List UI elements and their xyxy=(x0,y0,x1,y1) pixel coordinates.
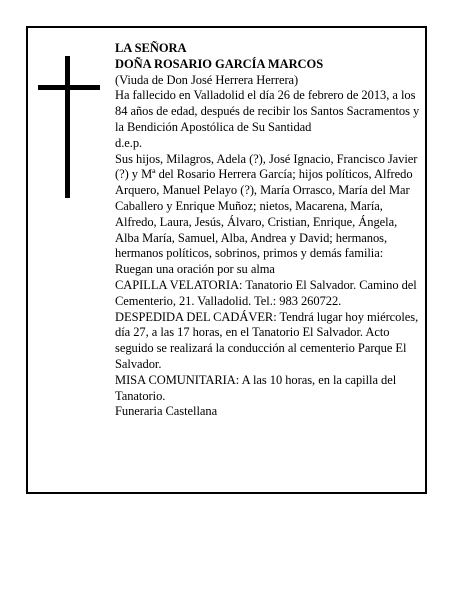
heading-title: LA SEÑORA xyxy=(115,41,187,55)
wake-text: Tanatorio El Salvador. Camino del Cementerio, 21. Valladolid. Tel.: 983 260722. xyxy=(115,277,417,308)
rip-text: d.e.p. xyxy=(115,135,143,150)
wake-label: CAPILLA VELATORIA: xyxy=(115,277,243,292)
wake-paragraph xyxy=(115,278,421,310)
widow-of-text: (Viuda de Don José Herrera Herrera) xyxy=(115,72,299,87)
farewell-label: DESPEDIDA DEL CADÁVER: xyxy=(115,309,277,324)
prayer-request: Ruegan una oración por su alma xyxy=(115,262,275,277)
mass-text: A las 10 horas, en la capilla del Tanatorio. xyxy=(115,372,397,403)
obituary-notice xyxy=(26,26,427,494)
death-statement: Ha fallecido en Valladolid el día 26 de febrero de 2013, a los 84 años de edad, después de recibir los Santos Sacramentos y la Bendición Apostólica de Su Santidad xyxy=(115,88,420,134)
farewell-text: Tendrá lugar hoy miércoles, día 27, a las 17 horas, en el Tanatorio El Salvador. Acto seguido se realizará la conducción al cementerio Parque El Salvador. xyxy=(115,309,419,371)
latin-cross-icon xyxy=(38,56,100,198)
farewell-paragraph xyxy=(115,310,421,373)
mass-paragraph xyxy=(115,373,421,405)
deceased-name: DOÑA ROSARIO GARCÍA MARCOS xyxy=(115,56,324,71)
funeral-home: Funeraria Castellana xyxy=(115,404,218,419)
family-list: Sus hijos, Milagros, Adela (?), José Ignacio, Francisco Javier (?) y Mª del Rosario Herrera García; hijos políticos, Alfredo Arquero, Manuel Pelayo (?), María Orrasco, María del Mar Caballero y Enrique Muñoz; nietos, Macarena, María, Alfredo, Laura, Jesús, Álvaro, Cristian, Enrique, Ángela, Alba María, Samuel, Alba, Andrea y David; hermanos, hermanos políticos, sobrinos, primos y demás familia: xyxy=(115,151,418,261)
mass-label: MISA COMUNITARIA: xyxy=(115,372,240,387)
notice-content xyxy=(115,41,421,420)
cross-horizontal-bar xyxy=(38,85,100,90)
cross-vertical-bar xyxy=(65,56,70,198)
